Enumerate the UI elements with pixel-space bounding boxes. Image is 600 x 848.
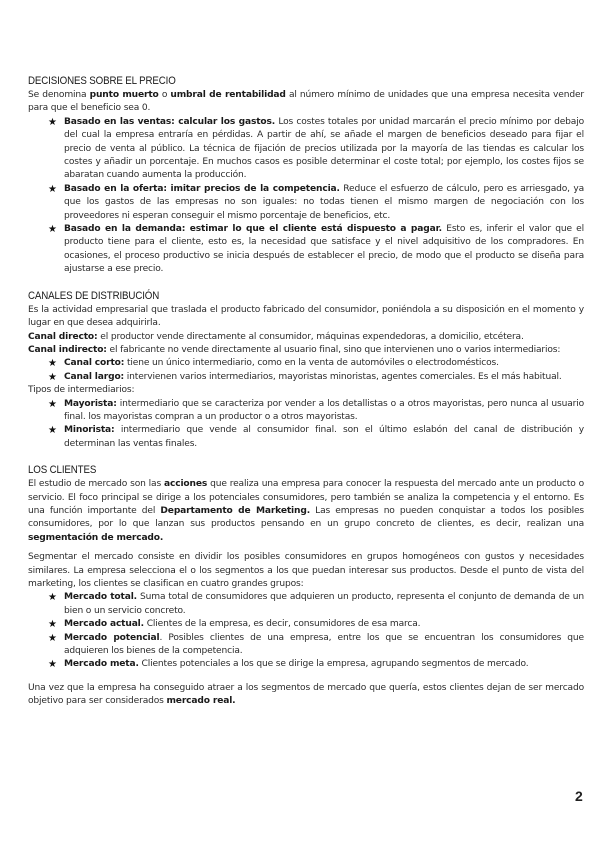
star-icon: ★: [48, 183, 57, 195]
list-item: ★ Minorista: intermediario que vende al consumidor final. son el último eslabón del canal de distribución y determinan las ventas finales.: [48, 425, 584, 449]
list-item: ★ Basado en las ventas: calcular los gastos. Los costes totales por unidad marcarán el precio mínimo por debajo del cual la empresa entraría en pérdidas. A partir de ahí, se añade el margen de beneficios deseado para fijar el precio de venta al público. La técnica de fijación de precios utilizada por la mayoría de las tiendas es calcular los costes y añadir un porcentaje. En muchos casos es posible determinar el coste total; por ejemplo, los costes fijos se abaratan cuando aumenta la producción.: [48, 116, 584, 181]
heading-canales: CANALES DE DISTRIBUCIÓN: [28, 289, 160, 302]
heading-clientes: LOS CLIENTES: [28, 464, 97, 477]
star-icon: ★: [48, 358, 57, 370]
canal-indirecto: Canal indirecto: el fabricante no vende directamente al usuario final, sino que intervienen uno o varios intermediarios:: [28, 344, 561, 355]
star-icon: ★: [48, 619, 57, 631]
list-item: ★ Mercado potencial. Posibles clientes de una empresa, entre los que se encuentran los consumidores que adquieren los bienes de la competencia.: [48, 632, 584, 657]
tipos-label: Tipos de intermediarios:: [28, 385, 135, 396]
precio-list: [28, 116, 584, 277]
star-icon: ★: [48, 632, 57, 644]
canal-directo: Canal directo: el productor vende directamente al consumidor, máquinas expendedoras, a domicilio, etcétera.: [28, 331, 524, 342]
list-item: ★ Mercado total. Suma total de consumidores que adquieren un producto, representa el conjunto de demanda de un bien o un servicio concreto.: [48, 592, 584, 616]
page-number: 2: [575, 788, 583, 804]
star-icon: ★: [48, 371, 57, 383]
clientes-p3: Una vez que la empresa ha conseguido atraer a los segmentos de mercado que quería, estos clientes dejan de ser mercado objetivo para ser considerados mercado real.: [28, 682, 584, 707]
list-item: ★ Mercado meta. Clientes potenciales a los que se dirige la empresa, agrupando segmentos de mercado.: [48, 659, 529, 671]
list-item: ★ Basado en la demanda: estimar lo que el cliente está dispuesto a pagar. Esto es, inferir el valor que el producto tiene para el cliente, esto es, la necesidad que satisface y el nivel adquisitivo de los compradores. En ocasiones, el proceso productivo se inicia después de establecer el precio, de modo que el producto se diseña para ajustarse a ese precio.: [48, 224, 584, 275]
star-icon: ★: [48, 224, 57, 236]
star-icon: ★: [48, 425, 57, 437]
star-icon: ★: [48, 398, 57, 410]
canales-intro: Es la actividad empresarial que traslada el producto fabricado del consumidor, poniéndola a su disposición en el momento y lugar en que desea adquirirla.: [28, 304, 584, 329]
heading-precio: DECISIONES SOBRE EL PRECIO: [28, 75, 176, 87]
canal-indirecto-list: [28, 357, 584, 384]
star-icon: ★: [48, 592, 57, 604]
list-item: ★ Mercado actual. Clientes de la empresa, es decir, consumidores de esa marca.: [48, 619, 421, 631]
list-item: ★ Basado en la oferta: imitar precios de la competencia. Reduce el esfuerzo de cálculo, pero es arriesgado, ya que los gastos de las empresas no son iguales: no todas tienen el mismo margen de negociación con los proveedores ni esperan conseguir el mismo porcentaje de beneficios, etc.: [48, 183, 584, 221]
list-item: ★ Canal largo: intervienen varios intermediarios, mayoristas minoristas, agentes comerciales. Es el más habitual.: [48, 371, 562, 383]
star-icon: ★: [48, 116, 57, 128]
mercado-list: [28, 591, 584, 671]
clientes-p1: El estudio de mercado son las acciones que realiza una empresa para conocer la respuesta del mercado ante un producto o servicio. El foco principal se dirige a los potenciales consumidores, pero también se analiza la competencia y el entorno. Es una función importante del Departamento de Marketing. Las empresas no pueden conquistar a todos los posibles consumidores, por lo que lanzan sus productos pensando en un grupo concreto de clientes, es decir, realizan una segmentación de mercado.: [28, 479, 585, 543]
tipos-list: [28, 398, 584, 452]
precio-intro: Se denomina punto muerto o umbral de rentabilidad al número mínimo de unidades que una empresa necesita vender para que el beneficio sea 0.: [28, 90, 584, 114]
page-content: [28, 74, 584, 709]
star-icon: ★: [48, 659, 57, 671]
list-item: ★ Canal corto: tiene un único intermediario, como en la venta de automóviles o electrodomésticos.: [48, 358, 499, 370]
list-item: ★ Mayorista: intermediario que se caracteriza por vender a los detallistas o a otros mayoristas, pero nunca al usuario final. los mayoristas compran a un productor o a otros mayoristas.: [48, 398, 584, 422]
clientes-p2: Segmentar el mercado consiste en dividir los posibles consumidores en grupos homogéneos con gustos y necesidades similares. La empresa selecciona el o los segmentos a los que puedan interesar sus productos. Desde el punto de vista del marketing, los clientes se clasifican en cuatro grandes grupos:: [28, 552, 584, 589]
